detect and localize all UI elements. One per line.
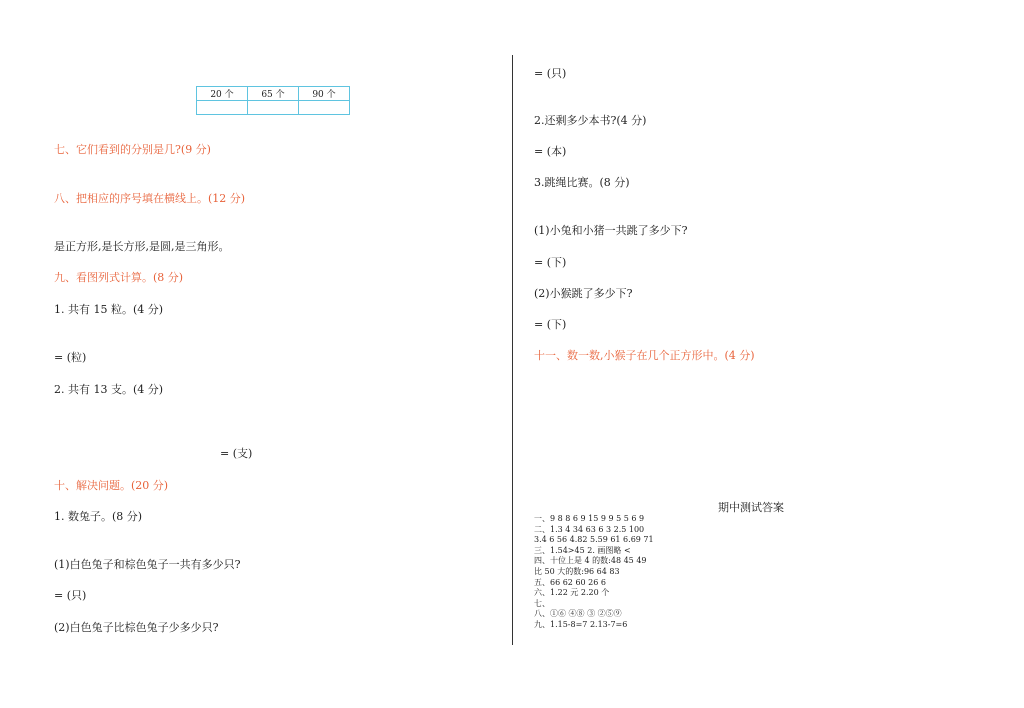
answer-key-title: 期中测试答案	[718, 501, 784, 514]
question-10-1a: (1)白色兔子和棕色兔子一共有多少只?	[54, 558, 241, 571]
question-10-3a-answer: = (下)	[534, 256, 567, 269]
section-11-heading: 十一、数一数,小猴子在几个正方形中。(4 分)	[534, 349, 755, 362]
section-8-text: 是正方形,是长方形,是圆,是三角形。	[54, 240, 230, 253]
question-10-3b-answer: = (下)	[534, 318, 567, 331]
answer-line: 三、1.54>45 2. 画图略 <	[534, 545, 631, 555]
table-header-cell: 65 个	[248, 87, 299, 101]
section-10-heading: 十、解决问题。(20 分)	[54, 479, 169, 492]
section-7-heading: 七、它们看到的分别是几?(9 分)	[54, 143, 211, 156]
question-10-1b: (2)白色兔子比棕色兔子少多少只?	[54, 621, 219, 634]
question-10-2: 2.还剩多少本书?(4 分)	[534, 114, 647, 127]
score-table	[196, 86, 350, 115]
answer-line: 八、①⑥ ④⑧ ③ ②⑤⑨	[534, 609, 622, 619]
table-header-cell: 90 个	[299, 87, 350, 101]
answer-line: 四、十位上是 4 的数:48 45 49	[534, 556, 647, 566]
table-blank-cell	[248, 101, 299, 115]
question-10-2-answer: = (本)	[534, 145, 567, 158]
table-header-cell: 20 个	[197, 87, 248, 101]
question-10-3b: (2)小猴跳了多少下?	[534, 287, 633, 300]
section-9-heading: 九、看图列式计算。(8 分)	[54, 271, 184, 284]
answer-line: 二、1.3 4 34 63 6 3 2.5 100	[534, 524, 645, 534]
answer-line: 3.4 6 56 4.82 5.59 61 6.69 71	[534, 535, 654, 545]
question-10-1a-answer: = (只)	[54, 589, 87, 602]
answer-line: 五、66 62 60 26 6	[534, 577, 606, 587]
answer-key	[534, 514, 654, 631]
answer-top: = (只)	[534, 67, 567, 80]
answer-line: 比 50 大的数:96 64 83	[534, 566, 620, 576]
answer-line: 六、1.22 元 2.20 个	[534, 588, 610, 598]
table-blank-cell	[197, 101, 248, 115]
question-10-1: 1. 数兔子。(8 分)	[54, 510, 143, 523]
column-divider	[512, 55, 513, 645]
answer-line: 七、	[534, 598, 550, 608]
question-9-1: 1. 共有 15 粒。(4 分)	[54, 303, 164, 316]
question-10-3a: (1)小兔和小猪一共跳了多少下?	[534, 224, 688, 237]
question-10-3: 3.跳绳比赛。(8 分)	[534, 176, 630, 189]
question-9-2-answer: = (支)	[220, 447, 253, 460]
section-8-heading: 八、把相应的序号填在横线上。(12 分)	[54, 192, 246, 205]
question-9-1-answer: = (粒)	[54, 351, 87, 364]
answer-line: 九、1.15-8=7 2.13-7=6	[534, 619, 628, 629]
question-9-2: 2. 共有 13 支。(4 分)	[54, 383, 164, 396]
table-blank-cell	[299, 101, 350, 115]
answer-line: 一、9 8 8 6 9 15 9 9 5 5 6 9	[534, 514, 645, 523]
